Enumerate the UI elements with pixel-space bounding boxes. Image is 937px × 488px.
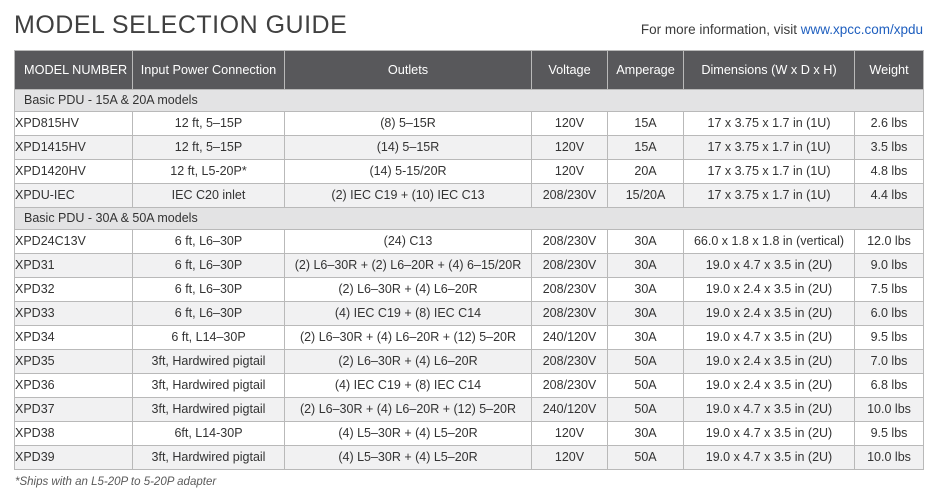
table-row bbox=[15, 373, 924, 397]
cell-input-power-connection: 6 ft, L6–30P bbox=[133, 229, 285, 253]
cell-voltage: 120V bbox=[532, 135, 608, 159]
cell-model-number: XPD35 bbox=[15, 349, 133, 373]
cell-input-power-connection: 6 ft, L14–30P bbox=[133, 325, 285, 349]
cell-amperage: 50A bbox=[608, 349, 684, 373]
cell-input-power-connection: 12 ft, 5–15P bbox=[133, 135, 285, 159]
cell-weight: 10.0 lbs bbox=[855, 445, 924, 469]
cell-model-number: XPD24C13V bbox=[15, 229, 133, 253]
cell-weight: 9.5 lbs bbox=[855, 421, 924, 445]
table-row bbox=[15, 135, 924, 159]
column-header-voltage: Voltage bbox=[532, 50, 608, 89]
column-header-input-power-connection: Input Power Connection bbox=[133, 50, 285, 89]
cell-model-number: XPDU-IEC bbox=[15, 183, 133, 207]
cell-model-number: XPD32 bbox=[15, 277, 133, 301]
cell-input-power-connection: 3ft, Hardwired pigtail bbox=[133, 373, 285, 397]
table-row bbox=[15, 397, 924, 421]
cell-model-number: XPD34 bbox=[15, 325, 133, 349]
cell-amperage: 30A bbox=[608, 277, 684, 301]
cell-input-power-connection: 6 ft, L6–30P bbox=[133, 253, 285, 277]
table-row bbox=[15, 183, 924, 207]
table-section-label: Basic PDU - 15A & 20A models bbox=[15, 89, 924, 111]
cell-weight: 10.0 lbs bbox=[855, 397, 924, 421]
cell-dimensions: 19.0 x 2.4 x 3.5 in (2U) bbox=[684, 373, 855, 397]
cell-outlets: (2) L6–30R + (4) L6–20R bbox=[285, 277, 532, 301]
cell-input-power-connection: 6 ft, L6–30P bbox=[133, 301, 285, 325]
column-header-weight: Weight bbox=[855, 50, 924, 89]
more-information-link[interactable]: www.xpcc.com/xpdu bbox=[800, 21, 923, 37]
cell-outlets: (8) 5–15R bbox=[285, 111, 532, 135]
cell-model-number: XPD815HV bbox=[15, 111, 133, 135]
cell-dimensions: 19.0 x 4.7 x 3.5 in (2U) bbox=[684, 421, 855, 445]
cell-voltage: 208/230V bbox=[532, 183, 608, 207]
more-information-text: For more information, visit bbox=[640, 21, 801, 37]
cell-model-number: XPD1420HV bbox=[15, 159, 133, 183]
table-row bbox=[15, 421, 924, 445]
cell-dimensions: 19.0 x 2.4 x 3.5 in (2U) bbox=[684, 277, 855, 301]
cell-dimensions: 17 x 3.75 x 1.7 in (1U) bbox=[684, 111, 855, 135]
cell-outlets: (14) 5–15R bbox=[285, 135, 532, 159]
page-title: MODEL SELECTION GUIDE bbox=[14, 11, 348, 39]
table-row bbox=[15, 349, 924, 373]
cell-outlets: (2) L6–30R + (4) L6–20R bbox=[285, 349, 532, 373]
cell-outlets: (2) L6–30R + (4) L6–20R + (12) 5–20R bbox=[285, 397, 532, 421]
column-header-model-number: MODEL NUMBER bbox=[15, 50, 133, 89]
cell-dimensions: 17 x 3.75 x 1.7 in (1U) bbox=[684, 159, 855, 183]
cell-dimensions: 17 x 3.75 x 1.7 in (1U) bbox=[684, 183, 855, 207]
cell-input-power-connection: 12 ft, L5-20P* bbox=[133, 159, 285, 183]
cell-input-power-connection: 6 ft, L6–30P bbox=[133, 277, 285, 301]
cell-outlets: (24) C13 bbox=[285, 229, 532, 253]
more-information-note bbox=[641, 22, 923, 40]
cell-outlets: (2) L6–30R + (2) L6–20R + (4) 6–15/20R bbox=[285, 253, 532, 277]
cell-outlets: (4) IEC C19 + (8) IEC C14 bbox=[285, 373, 532, 397]
cell-outlets: (2) IEC C19 + (10) IEC C13 bbox=[285, 183, 532, 207]
table-section-row bbox=[15, 89, 924, 111]
cell-amperage: 50A bbox=[608, 445, 684, 469]
cell-input-power-connection: 6ft, L14-30P bbox=[133, 421, 285, 445]
cell-input-power-connection: 3ft, Hardwired pigtail bbox=[133, 397, 285, 421]
cell-amperage: 15/20A bbox=[608, 183, 684, 207]
cell-voltage: 120V bbox=[532, 445, 608, 469]
cell-dimensions: 19.0 x 2.4 x 3.5 in (2U) bbox=[684, 301, 855, 325]
cell-model-number: XPD33 bbox=[15, 301, 133, 325]
cell-outlets: (4) L5–30R + (4) L5–20R bbox=[285, 445, 532, 469]
cell-amperage: 15A bbox=[608, 135, 684, 159]
cell-input-power-connection: 12 ft, 5–15P bbox=[133, 111, 285, 135]
cell-amperage: 30A bbox=[608, 325, 684, 349]
cell-amperage: 15A bbox=[608, 111, 684, 135]
cell-outlets: (4) IEC C19 + (8) IEC C14 bbox=[285, 301, 532, 325]
cell-weight: 7.5 lbs bbox=[855, 277, 924, 301]
cell-dimensions: 66.0 x 1.8 x 1.8 in (vertical) bbox=[684, 229, 855, 253]
table-header-row bbox=[15, 50, 924, 89]
cell-model-number: XPD36 bbox=[15, 373, 133, 397]
cell-input-power-connection: 3ft, Hardwired pigtail bbox=[133, 349, 285, 373]
cell-amperage: 50A bbox=[608, 397, 684, 421]
cell-weight: 4.8 lbs bbox=[855, 159, 924, 183]
cell-model-number: XPD1415HV bbox=[15, 135, 133, 159]
model-selection-table bbox=[14, 50, 924, 470]
table-section-label: Basic PDU - 30A & 50A models bbox=[15, 207, 924, 229]
cell-dimensions: 19.0 x 4.7 x 3.5 in (2U) bbox=[684, 397, 855, 421]
table-body bbox=[15, 89, 924, 469]
table-header bbox=[15, 50, 924, 89]
cell-voltage: 208/230V bbox=[532, 349, 608, 373]
cell-input-power-connection: 3ft, Hardwired pigtail bbox=[133, 445, 285, 469]
cell-model-number: XPD31 bbox=[15, 253, 133, 277]
cell-weight: 4.4 lbs bbox=[855, 183, 924, 207]
cell-voltage: 240/120V bbox=[532, 325, 608, 349]
cell-dimensions: 19.0 x 4.7 x 3.5 in (2U) bbox=[684, 325, 855, 349]
cell-model-number: XPD37 bbox=[15, 397, 133, 421]
cell-weight: 12.0 lbs bbox=[855, 229, 924, 253]
table-section-row bbox=[15, 207, 924, 229]
cell-weight: 6.8 lbs bbox=[855, 373, 924, 397]
table-row bbox=[15, 325, 924, 349]
cell-voltage: 208/230V bbox=[532, 253, 608, 277]
cell-dimensions: 19.0 x 4.7 x 3.5 in (2U) bbox=[684, 445, 855, 469]
cell-amperage: 30A bbox=[608, 253, 684, 277]
cell-weight: 6.0 lbs bbox=[855, 301, 924, 325]
cell-amperage: 30A bbox=[608, 421, 684, 445]
cell-model-number: XPD39 bbox=[15, 445, 133, 469]
table-row bbox=[15, 445, 924, 469]
cell-voltage: 208/230V bbox=[532, 373, 608, 397]
cell-amperage: 20A bbox=[608, 159, 684, 183]
cell-voltage: 208/230V bbox=[532, 229, 608, 253]
table-footnote: *Ships with an L5-20P to 5-20P adapter bbox=[15, 475, 217, 488]
cell-input-power-connection: IEC C20 inlet bbox=[133, 183, 285, 207]
cell-weight: 2.6 lbs bbox=[855, 111, 924, 135]
cell-amperage: 30A bbox=[608, 229, 684, 253]
cell-dimensions: 17 x 3.75 x 1.7 in (1U) bbox=[684, 135, 855, 159]
table-row bbox=[15, 159, 924, 183]
cell-voltage: 120V bbox=[532, 111, 608, 135]
table-row bbox=[15, 301, 924, 325]
cell-model-number: XPD38 bbox=[15, 421, 133, 445]
cell-dimensions: 19.0 x 4.7 x 3.5 in (2U) bbox=[684, 253, 855, 277]
column-header-dimensions: Dimensions (W x D x H) bbox=[684, 50, 855, 89]
cell-weight: 3.5 lbs bbox=[855, 135, 924, 159]
cell-outlets: (2) L6–30R + (4) L6–20R + (12) 5–20R bbox=[285, 325, 532, 349]
cell-voltage: 240/120V bbox=[532, 397, 608, 421]
table-row bbox=[15, 111, 924, 135]
cell-amperage: 30A bbox=[608, 301, 684, 325]
table-row bbox=[15, 277, 924, 301]
column-header-outlets: Outlets bbox=[285, 50, 532, 89]
cell-amperage: 50A bbox=[608, 373, 684, 397]
cell-voltage: 208/230V bbox=[532, 277, 608, 301]
cell-outlets: (4) L5–30R + (4) L5–20R bbox=[285, 421, 532, 445]
cell-weight: 9.0 lbs bbox=[855, 253, 924, 277]
cell-outlets: (14) 5-15/20R bbox=[285, 159, 532, 183]
table-row bbox=[15, 229, 924, 253]
cell-weight: 9.5 lbs bbox=[855, 325, 924, 349]
cell-dimensions: 19.0 x 2.4 x 3.5 in (2U) bbox=[684, 349, 855, 373]
page-header bbox=[14, 0, 923, 50]
table-row bbox=[15, 253, 924, 277]
cell-weight: 7.0 lbs bbox=[855, 349, 924, 373]
cell-voltage: 208/230V bbox=[532, 301, 608, 325]
column-header-amperage: Amperage bbox=[608, 50, 684, 89]
cell-voltage: 120V bbox=[532, 421, 608, 445]
cell-voltage: 120V bbox=[532, 159, 608, 183]
